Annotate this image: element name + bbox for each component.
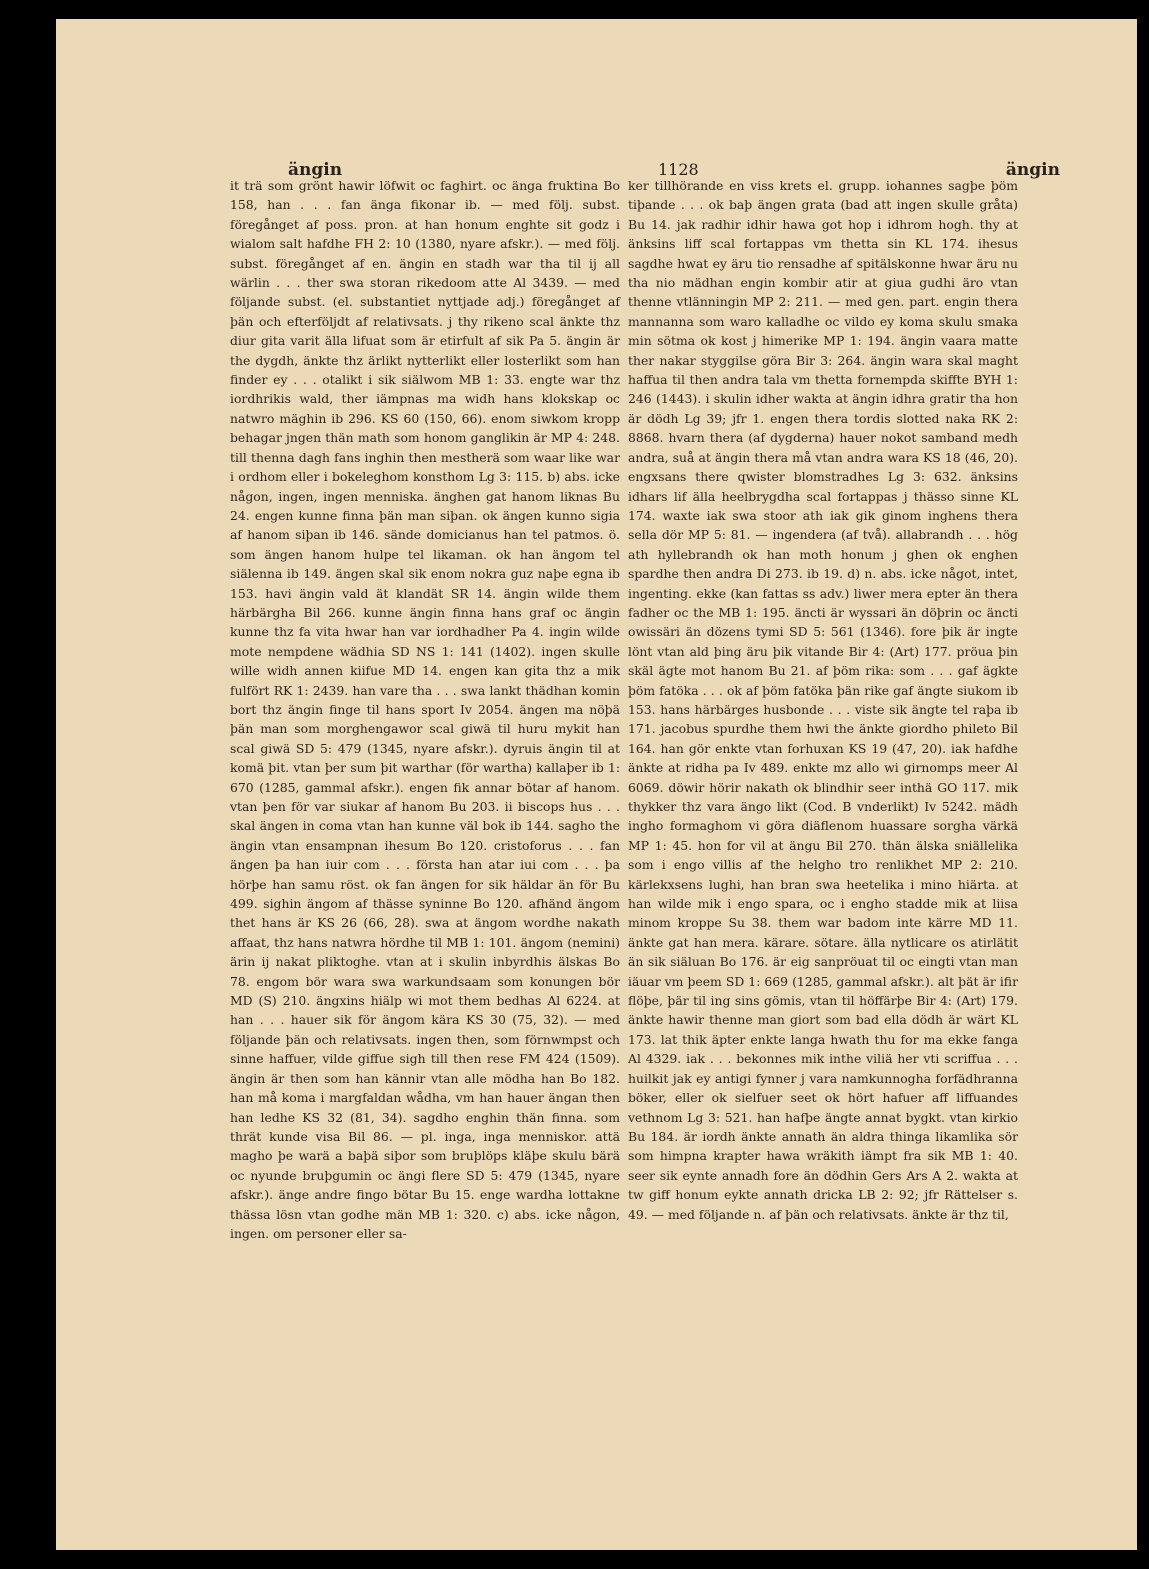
header-left-guide-word: ängin <box>288 160 343 180</box>
left-column <box>230 176 620 1243</box>
left-column-text: it trä som grönt hawir löfwit oc faghirt. oc änga fruktina Bo 158, han . . . fan änga fikonar ib. — med följ. subst. föregånget af poss. pron. at han honum enghte sit godz i wialom salt hafdhe FH 2: 10 (1380, nyare afskr.). — med följ. subst. föregånget af en. ängin en stadh war tha til ij all wärlin . . . ther swa storan rikedoom atte Al 3439. — med följande subst. (el. substantiet nyttjade adj.) föregånget af þän och efterföljdt af relativsats. j thy rikeno scal änkte thz diur gita varit älla lifuat som är etirfult af sik Pa 5. ängin är the dygdh, änkte thz ärlikt nytterlikt eller losterlikt som han finder ey . . . otalikt i sik siälwom MB 1: 33. engte war thz iordhrikis wald, ther iämpnas ma widh hans klokskap oc natwro mäghin ib 296. KS 60 (150, 66). enom siwkom kropp behagar jngen thän math som honom ganglikin är MP 4: 248. till thenna dagh fans inghin then mestherä som waar like war i ordhom eller i bokeleghom konsthom Lg 3: 115. b) abs. icke någon, ingen, ingen menniska. änghen gat hanom liknas Bu 24. engen kunne finna þän man siþan. ok ängen kunno sigia af hanom siþan ib 146. sände domicianus han tel patmos. ö. som ängen hanom hulpe tel likaman. ok han ängom tel siälenna ib 149. ängen skal sik enom nokra guz naþe egna ib 153. havi ängin vald ät klandät SR 14. ängin wilde them härbärgha Bil 266. kunne ängin finna hans graf oc ängin kunne thz fa vita hwar han var iordhadher Pa 4. ingin wilde mote nempdene wädhia SD NS 1: 141 (1402). ingen skulle wille widh annen kiifue MD 14. engen kan gita thz a mik fulfört RK 1: 2439. han vare tha . . . swa lankt thädhan komin bort thz ängin finge til hans sport Iv 2054. ängen ma nöþä þän man som morghengawor scal giwä til huru mykit han scal giwä SD 5: 479 (1345, nyare afskr.). dyruis ängin til at komä þit. vtan þer sum þit warthar (för wartha) kallaþer ib 1: 670 (1285, gammal afskr.). engen fik annar bötar af hanom. vtan þen för var siukar af hanom Bu 203. ii biscops hus . . . skal ängen in coma vtan han kunne väl bok ib 144. sagho the ängin vtan ensampnan ihesum Bo 120. cristoforus . . . fan ängen þa han iuir com . . . första han atar iui com . . . þa hörþe han samu röst. ok fan ängen for sik häldar än för Bu 499. sighin ängom af thässe syninne Bo 120. afhänd ängom thet hans är KS 26 (66, 28). swa at ängom wordhe nakath affaat, thz hans natwra hördhe til MB 1: 101. ängom (nemini) ärin ij nakat pliktoghe. vtan at i skulin inbyrdhis älskas Bo 78. engom bör wara swa warkundsaam som konungen bör MD (S) 210. ängxins hiälp wi mot them bedhas Al 6224. at han . . . hauer sik för ängom kära KS 30 (75, 32). — med följande þän och relativsats. ingen then, som förnwmpst och sinne haffuer, vilde giffue sigh till then rese FM 424 (1509). ängin är then som han kännir vtan alle mödha han Bo 182. han må koma i margfaldan wådha, vm han hauer ängan then han ledhe KS 32 (81, 34). sagdho enghin thän finna. som thrät kunde visa Bil 86. — pl. inga, inga menniskor. attä magho þe warä a baþä siþor som bruþlöps kläþe skulu bärä oc nyunde bruþgumin oc ängi flere SD 5: 479 (1345, nyare afskr.). änge andre fingo bötar Bu 15. enge wardha lottakne thässa lösn vtan godhe män MB 1: 320. c) abs. icke någon, ingen. om personer eller sa- <box>230 178 620 1241</box>
right-column-text: ker tillhörande en viss krets el. grupp. iohannes sagþe þöm tiþande . . . ok baþ ängen grata (bad att ingen skulle gråta) Bu 14. jak radhir idhir hawa got hop i idhrom hogh. thy at änksins liff scal fortappas vm thetta sin KL 174. ihesus sagdhe hwat ey äru tio rensadhe af spitälskonne hwar äru nu tha nio mädhan engin kombir atir at giua gudhi äro vtan thenne vtlänningin MP 2: 211. — med gen. part. engin thera mannanna som waro kalladhe oc vildo ey koma skulu smaka min sötma ok kost j himerike MP 1: 194. ängin vaara matte ther nakar styggilse göra Bir 3: 264. ängin wara skal maght haffua til then andra tala vm thetta fornempda skiffte BYH 1: 246 (1443). i skulin idher wakta at ängin idhra gratir tha hon är dödh Lg 39; jfr 1. engen thera tordis slotted naka RK 2: 8868. hvarn thera (af dygderna) hauer nokot samband medh andra, suå at ängin thera må vtan andra wara KS 18 (46, 20). engxsans there qwister blomstradhes Lg 3: 632. änksins idhars lif älla heelbrygdha scal fortappas j thässo sinne KL 174. waxte iak swa stoor ath iak gik ginom inghens thera sella dör MP 5: 81. — ingendera (af två). allabrandh . . . hög ath hyllebrandh ok han moth honum j ghen ok enghen spardhe then andra Di 273. ib 19. d) n. abs. icke något, intet, ingenting. ekke (kan fattas ss adv.) liwer mera epter än thera fadher oc the MB 1: 195. äncti är wyssari än döþrin oc äncti owissäri än dözens tymi SD 5: 561 (1346). fore þik är ingte lönt vtan ald þing äru þik vitande Bir 4: (Art) 177. pröua þin skäl ägte mot hanom Bu 21. af þöm rika: som . . . gaf ägkte þöm fatöka . . . ok af þöm fatöka þän rike gaf ängte siukom ib 153. hans härbärges husbonde . . . viste sik ängte tel raþa ib 171. jacobus spurdhe them hwi the änkte giordho phileto Bil 164. han gör enkte vtan forhuxan KS 19 (47, 20). iak hafdhe änkte at ridha pa Iv 489. enkte mz allo wi girnomps meer Al 6069. döwir hörir nakath ok blindhir seer inthä GO 117. mik thykker thz vara ängo likt (Cod. B vnderlikt) Iv 5242. mädh ingho formaghom vi göra diäflenom huassare sorgha värkä MP 1: 45. hon for vil at ängu Bil 270. thän älska sniällelika som i engo villis af the helgho tro renlikhet MP 2: 210. kärlekxsens lughi, han bran swa heetelika i mino hiärta. at han wilde mik i engo spara, oc i engho stadde mik at liisa minom kroppe Su 38. them war badom inte kärre MD 11. änkte gat han mera. kärare. sötare. älla nytlicare os atirlätit än sik siäluan Bo 176. är eig sanpröuat til oc eingti vtan man iäuar vm þeem SD 1: 669 (1285, gammal afskr.). alt þät är ifir flöþe, þär til ing sins gömis, vtan til höffärþe Bir 4: (Art) 179. änkte hawir thenne man giort som bad ella dödh är wärt KL 173. lat thik äpter enkte langa hwath thu for ma ekke fanga Al 4329. iak . . . bekonnes mik inthe viliä her vti scriffua . . . huilkit jak ey antigi fynner j vara namkunnogha forfädhranna böker, eller ok sielfuer seet ok hört hafuer aff liffuandes vethnom Lg 3: 521. han hafþe ängte annat bygkt. vtan kirkio Bu 184. är iordh änkte annath än aldra thinga likamlika sör som himpna krapter hawa wräkith iämpt fra sik MB 1: 40. seer sik eynte annadh fore än dödhin Gers Ars A 2. wakta at tw giff honum eykte annath dricka LB 2: 92; jfr Rättelser s. 49. — med följande n. af þän och relativsats. änkte är thz til, <box>628 178 1018 1222</box>
header-right-guide-word: ängin <box>1005 160 1060 180</box>
page-number: 1128 <box>658 160 699 179</box>
right-column <box>628 176 1018 1224</box>
